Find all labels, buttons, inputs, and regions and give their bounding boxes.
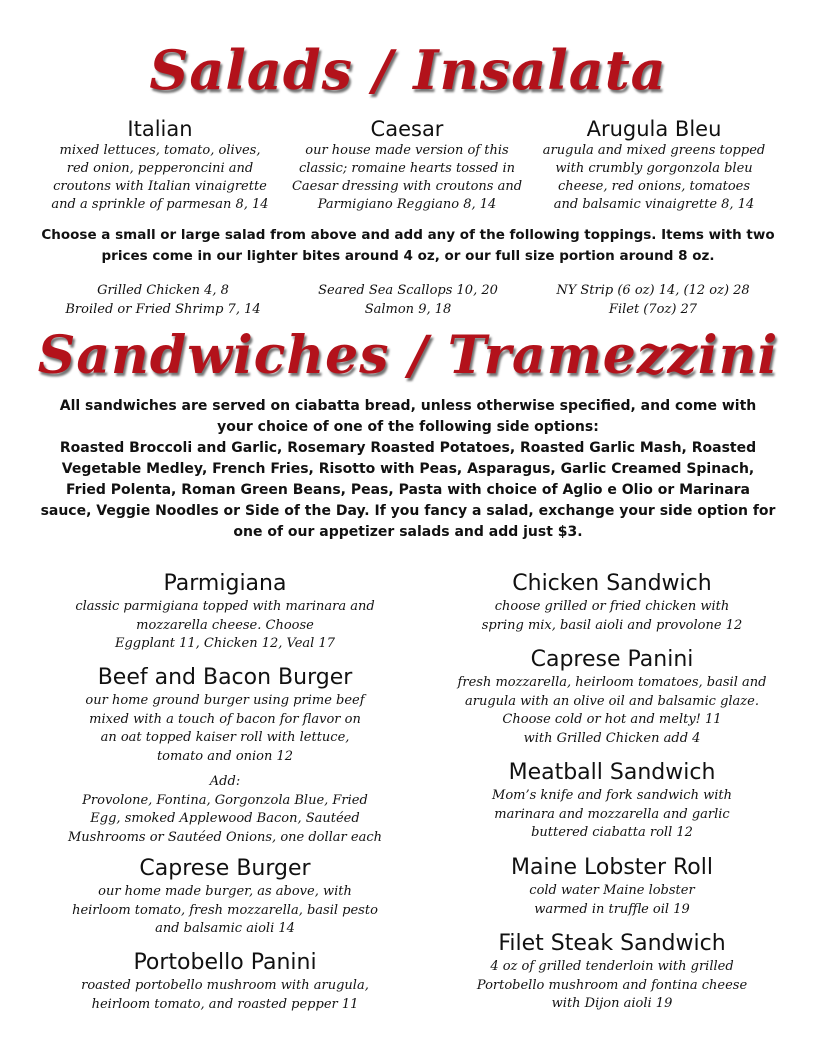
salad-desc: arugula and mixed greens topped with crumbly gorgonzola bleu cheese, red onions, tomatoes and balsamic vinaigrette 8, 14 <box>542 143 766 212</box>
salad-title: Arugula Bleu <box>586 117 722 141</box>
sandwich-desc: classic parmigiana topped with marinara and mozzarella cheese. Choose Eggplant 11, Chicken 12, Veal 17 <box>75 599 375 651</box>
salads-heading: Salads / Insalata <box>149 38 667 102</box>
sandwich-meatball <box>424 759 800 843</box>
sandwich-title: Parmigiana <box>163 571 287 596</box>
sandwich-title: Chicken Sandwich <box>512 571 712 596</box>
sandwich-title: Caprese Burger <box>139 856 311 881</box>
burger-add-ons-desc: Add: Provolone, Fontina, Gorgonzola Blue, Fried Egg, smoked Applewood Bacon, Sautéed Mushrooms or Sautéed Onions, one dollar each <box>68 774 382 845</box>
topping-group: Grilled Chicken 4, 8 Broiled or Fried Shrimp 7, 14 <box>65 283 261 317</box>
sandwich-maine-lobster-roll <box>424 854 800 919</box>
sandwich-desc: 4 oz of grilled tenderloin with grilled Portobello mushroom and fontina cheese with Dijon aioli 19 <box>476 959 748 1011</box>
sandwich-caprese-burger <box>40 855 410 939</box>
salad-desc: mixed lettuces, tomato, olives, red onion, pepperoncini and croutons with Italian vinaigrette and a sprinkle of parmesan 8, 14 <box>51 143 269 212</box>
sandwich-title: Caprese Panini <box>530 647 694 672</box>
sandwich-desc: roasted portobello mushroom with arugula, heirloom tomato, and roasted pepper 11 <box>81 978 369 1012</box>
sandwich-desc: Mom’s knife and fork sandwich with marinara and mozzarella and garlic buttered ciabatta roll 12 <box>492 788 732 840</box>
sandwich-title: Maine Lobster Roll <box>511 855 713 880</box>
sandwich-desc: cold water Maine lobster warmed in truffle oil 19 <box>529 883 695 917</box>
sandwich-caprese-panini <box>424 646 800 748</box>
sandwich-desc: choose grilled or fried chicken with spring mix, basil aioli and provolone 12 <box>481 599 743 633</box>
salad-caesar <box>286 116 528 214</box>
sandwich-title: Filet Steak Sandwich <box>498 931 726 956</box>
sandwiches-heading: Sandwiches / Tramezzini <box>37 325 779 386</box>
sandwich-desc: our home ground burger using prime beef mixed with a touch of bacon for flavor on an oat topped kaiser roll with lettuce, tomato and onion 12 <box>85 693 365 764</box>
sandwich-desc: fresh mozzarella, heirloom tomatoes, basil and arugula with an olive oil and balsamic glaze. Choose cold or hot and melty! 11 with Grilled Chicken add 4 <box>457 675 767 746</box>
salad-arugula-bleu <box>532 116 776 214</box>
sandwich-filet-steak <box>424 930 800 1014</box>
sandwich-portobello-panini <box>40 949 410 1014</box>
sandwich-desc: our home made burger, as above, with heirloom tomato, fresh mozzarella, basil pesto and balsamic aioli 14 <box>72 884 378 936</box>
topping-group: Seared Sea Scallops 10, 20 Salmon 9, 18 <box>318 283 498 317</box>
sandwich-sides-note: All sandwiches are served on ciabatta bread, unless otherwise specified, and come with your choice of one of the following side options: Roasted Broccoli and Garlic, Rosemary Roasted Potatoes, Roasted Garlic Mash, Roasted Vegetable Medley, French Fries, Risotto with Peas, Asparagus, Garlic Creamed Spinach, Fried Polenta, Roman Green Beans, Peas, Pasta with choice of Aglio e Olio or Marinara sauce, Veggie Noodles or Side of the Day. If you fancy a salad, exchange your side option for one of our appetizer salads and add just $3. <box>40 398 776 540</box>
burger-add-ons <box>40 773 410 847</box>
sandwich-title: Beef and Bacon Burger <box>97 665 353 690</box>
salad-italian <box>40 116 280 214</box>
salad-desc: our house made version of this classic; romaine hearts tossed in Caesar dressing with croutons and Parmigiano Reggiano 8, 14 <box>291 143 523 212</box>
sandwich-title: Portobello Panini <box>133 950 317 975</box>
salad-toppings-note: Choose a small or large salad from above and add any of the following toppings. Items with two prices come in our lighter bites around 4 oz, or our full size portion around 8 oz. <box>41 227 775 264</box>
sandwich-parmigiana <box>40 570 410 654</box>
sandwich-chicken <box>424 570 800 635</box>
sandwich-title: Meatball Sandwich <box>508 760 716 785</box>
sandwich-beef-bacon-burger <box>40 664 410 766</box>
salad-title: Italian <box>127 117 193 141</box>
topping-group: NY Strip (6 oz) 14, (12 oz) 28 Filet (7oz) 27 <box>556 283 750 317</box>
salad-title: Caesar <box>370 117 444 141</box>
